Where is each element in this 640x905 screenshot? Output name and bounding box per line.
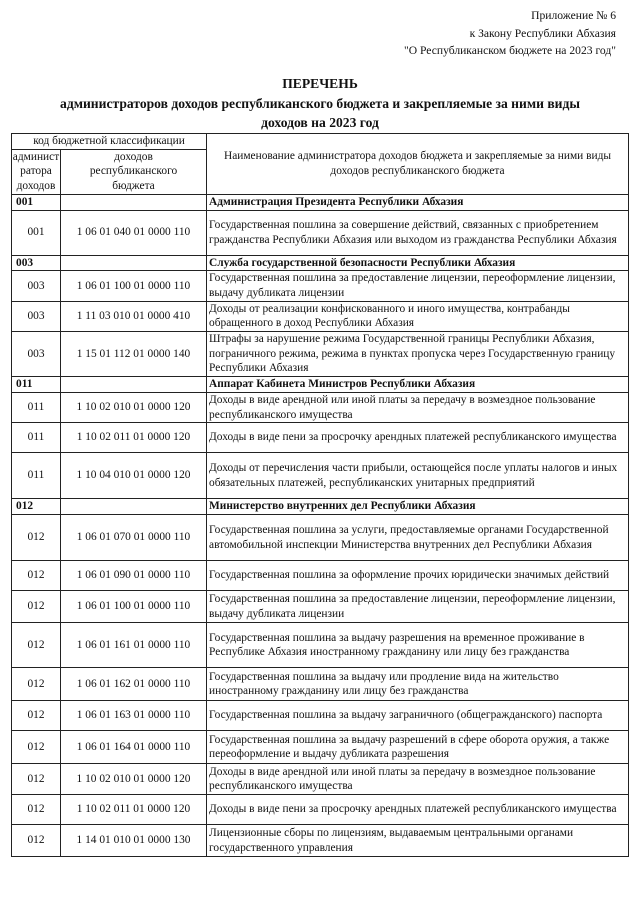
admin-code-cell: 012 <box>12 499 61 515</box>
table-row <box>12 453 629 499</box>
income-code-cell: 1 06 01 090 01 0000 110 <box>61 561 207 591</box>
document-title <box>0 74 640 133</box>
admin-code-cell: 003 <box>12 271 61 301</box>
income-code-cell: 1 10 04 010 01 0000 120 <box>61 453 207 499</box>
income-name-cell: Государственная пошлина за выдачу разрешения на временное проживание в Республике Абхазия иностранному гражданину или лицу без гражданства <box>207 623 629 668</box>
income-code-cell: 1 10 02 010 01 0000 120 <box>61 764 207 795</box>
table-row <box>12 591 629 623</box>
title-line-2: администраторов доходов республиканского бюджета и закрепляемые за ними виды <box>60 95 580 111</box>
title-line-1: ПЕРЕЧЕНЬ <box>282 76 358 91</box>
table-row <box>12 825 629 857</box>
income-name-cell: Доходы в виде пени за просрочку арендных платежей республиканского имущества <box>207 423 629 453</box>
income-name-cell: Государственная пошлина за оформление прочих юридически значимых действий <box>207 561 629 591</box>
header-name-column: Наименование администратора доходов бюджета и закрепляемые за ними виды доходов республиканского бюджета <box>207 134 629 195</box>
table-row <box>12 701 629 731</box>
income-name-cell: Государственная пошлина за услуги, предоставляемые органами Государственной автомобильной инспекции Министерства внутренних дел Республики Абхазия <box>207 515 629 561</box>
section-row <box>12 194 629 210</box>
appendix-line-2: к Закону Республики Абхазия <box>469 26 616 40</box>
income-code-cell: 1 06 01 100 01 0000 110 <box>61 271 207 301</box>
admin-code-cell: 003 <box>12 255 61 271</box>
admin-code-cell: 011 <box>12 377 61 393</box>
admin-code-cell: 012 <box>12 701 61 731</box>
income-name-cell: Штрафы за нарушение режима Государственной границы Республики Абхазия, пограничного режима, режима в пунктах пропуска через Государственную границу Республики Абхазия <box>207 332 629 377</box>
table-row <box>12 731 629 764</box>
section-row <box>12 499 629 515</box>
income-name-cell: Государственная пошлина за совершение действий, связанных с приобретением гражданства Республики Абхазия или выходом из гражданства Республики Абхазия <box>207 210 629 255</box>
income-code-cell <box>61 377 207 393</box>
admin-code-cell: 003 <box>12 301 61 331</box>
admin-code-cell: 012 <box>12 795 61 825</box>
income-code-cell: 1 06 01 164 01 0000 110 <box>61 731 207 764</box>
table-row <box>12 210 629 255</box>
income-code-cell: 1 06 01 100 01 0000 110 <box>61 591 207 623</box>
income-name-cell: Доходы от реализации конфискованного и иного имущества, контрабанды обращенного в доход Республики Абхазия <box>207 301 629 331</box>
income-name-cell: Доходы в виде пени за просрочку арендных платежей республиканского имущества <box>207 795 629 825</box>
appendix-line-3: "О Республиканском бюджете на 2023 год" <box>403 44 616 57</box>
income-name-cell: Государственная пошлина за выдачу разрешений в сфере оборота оружия, а также переоформление и выдачу дубликата разрешения <box>207 731 629 764</box>
income-name-cell: Государственная пошлина за выдачу или продление вида на жительство иностранному гражданину или лицу без гражданства <box>207 668 629 701</box>
income-code-cell: 1 14 01 010 01 0000 130 <box>61 825 207 857</box>
header-income-code-column: доходов республиканского бюджета <box>61 149 207 194</box>
table-row <box>12 668 629 701</box>
admin-code-cell: 011 <box>12 392 61 422</box>
header-admin-column: админист ратора доходов <box>12 149 61 194</box>
administrator-name-cell: Аппарат Кабинета Министров Республики Абхазия <box>207 377 629 393</box>
income-name-cell: Государственная пошлина за предоставление лицензии, переоформление лицензии, выдачу дубликата лицензии <box>207 591 629 623</box>
income-code-cell: 1 06 01 070 01 0000 110 <box>61 515 207 561</box>
admin-code-cell: 012 <box>12 591 61 623</box>
section-row <box>12 255 629 271</box>
table-row <box>12 332 629 377</box>
income-code-cell: 1 06 01 162 01 0000 110 <box>61 668 207 701</box>
admin-code-cell: 012 <box>12 623 61 668</box>
income-code-cell: 1 11 03 010 01 0000 410 <box>61 301 207 331</box>
income-name-cell: Государственная пошлина за предоставление лицензии, переоформление лицензии, выдачу дубликата лицензии <box>207 271 629 301</box>
administrators-table <box>11 133 629 857</box>
admin-code-cell: 011 <box>12 423 61 453</box>
admin-code-cell: 012 <box>12 515 61 561</box>
admin-code-cell: 001 <box>12 210 61 255</box>
income-name-cell: Лицензионные сборы по лицензиям, выдаваемым центральными органами государственного управления <box>207 825 629 857</box>
appendix-block <box>404 7 616 60</box>
section-row <box>12 377 629 393</box>
administrator-name-cell: Администрация Президента Республики Абхазия <box>207 194 629 210</box>
administrator-name-cell: Служба государственной безопасности Республики Абхазия <box>207 255 629 271</box>
income-name-cell: Доходы в виде арендной или иной платы за передачу в возмездное пользование республиканского имущества <box>207 392 629 422</box>
income-name-cell: Государственная пошлина за выдачу заграничного (общегражданского) паспорта <box>207 701 629 731</box>
administrator-name-cell: Министерство внутренних дел Республики Абхазия <box>207 499 629 515</box>
table-row <box>12 271 629 301</box>
admin-code-cell: 012 <box>12 731 61 764</box>
table-row <box>12 623 629 668</box>
table-row <box>12 561 629 591</box>
table-row <box>12 392 629 422</box>
income-code-cell <box>61 499 207 515</box>
table-row <box>12 301 629 331</box>
income-code-cell: 1 10 02 011 01 0000 120 <box>61 423 207 453</box>
income-code-cell: 1 06 01 163 01 0000 110 <box>61 701 207 731</box>
income-code-cell: 1 10 02 011 01 0000 120 <box>61 795 207 825</box>
admin-code-cell: 012 <box>12 668 61 701</box>
income-code-cell <box>61 255 207 271</box>
admin-code-cell: 001 <box>12 194 61 210</box>
income-code-cell: 1 06 01 040 01 0000 110 <box>61 210 207 255</box>
admin-code-cell: 003 <box>12 332 61 377</box>
admin-code-cell: 012 <box>12 561 61 591</box>
table-row <box>12 764 629 795</box>
income-name-cell: Доходы в виде арендной или иной платы за передачу в возмездное пользование республиканского имущества <box>207 764 629 795</box>
income-code-cell: 1 10 02 010 01 0000 120 <box>61 392 207 422</box>
income-name-cell: Доходы от перечисления части прибыли, остающейся после уплаты налогов и иных обязательных платежей, республиканских унитарных предприятий <box>207 453 629 499</box>
header-classification-code: код бюджетной классификации <box>12 134 207 150</box>
table-row <box>12 795 629 825</box>
admin-code-cell: 012 <box>12 825 61 857</box>
income-code-cell: 1 06 01 161 01 0000 110 <box>61 623 207 668</box>
table-row <box>12 423 629 453</box>
table-body <box>12 194 629 856</box>
income-code-cell <box>61 194 207 210</box>
appendix-line-1: Приложение № 6 <box>531 9 616 22</box>
income-code-cell: 1 15 01 112 01 0000 140 <box>61 332 207 377</box>
title-line-3: доходов на 2023 год <box>261 115 379 130</box>
admin-code-cell: 012 <box>12 764 61 795</box>
table-row <box>12 515 629 561</box>
admin-code-cell: 011 <box>12 453 61 499</box>
